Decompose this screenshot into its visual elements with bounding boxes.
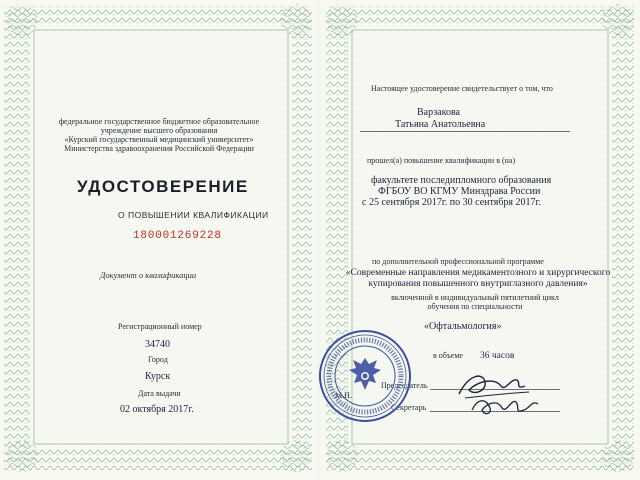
training-period: с 25 сентября 2017г. по 30 сентября 2017г.: [362, 197, 541, 208]
issuer-line-1: федеральное государственное бюджетное образовательное: [58, 117, 260, 126]
mp-label: М.П.: [335, 391, 352, 400]
city-value: Курск: [145, 371, 171, 382]
chair-label: Председатель: [381, 381, 428, 390]
secretary-signature-icon: [468, 392, 548, 422]
reg-number-value: 34740: [145, 339, 170, 350]
issuer-line-4: Министерства здравоохранения Российской Федерации: [64, 144, 254, 153]
eagle-emblem-icon: [349, 358, 381, 390]
passed-text: прошел(а) повышение квалификации в (на): [367, 156, 516, 165]
specialty: «Офтальмология»: [424, 321, 502, 332]
volume-label: в объеме: [433, 351, 463, 360]
name-underline: [360, 131, 570, 132]
intro-text: Настоящее удостоверение свидетельствует о том, что: [371, 84, 553, 93]
document-subtitle: О ПОВЫШЕНИИ КВАЛИФИКАЦИИ: [118, 210, 269, 220]
secretary-label: Секретарь: [391, 403, 427, 412]
organization-line-1: факультете последипломного образования: [371, 175, 552, 186]
reg-number-label: Регистрационный номер: [118, 322, 202, 331]
official-seal: [317, 328, 413, 424]
holder-surname: Варзакова: [417, 107, 460, 118]
document-number: 180001269228: [133, 230, 222, 242]
issue-date-value: 02 октября 2017г.: [120, 404, 194, 415]
left-page: [0, 0, 318, 480]
issue-date-label: Дата выдачи: [138, 389, 181, 398]
program-title-line-1: «Современные направления медикаментозного и хирургического: [345, 268, 611, 278]
holder-name: Татьяна Анатольевна: [395, 119, 486, 130]
issuer-line-3: «Курский государственный медицинский университет»: [64, 135, 254, 144]
issuer-line-2: учреждение высшего образования: [100, 126, 218, 135]
program-intro: по дополнительной профессиональной программе: [372, 257, 544, 266]
program-title-line-2: купирования повышенного внутриглазного давления»: [368, 279, 588, 289]
organization-line-2: ФГБОУ ВО КГМУ Минздрава России: [378, 186, 541, 197]
document-title: УДОСТОВЕРЕНИЕ: [77, 177, 249, 196]
city-label: Город: [148, 355, 168, 364]
document-type: Документ о квалификации: [100, 270, 197, 280]
included-line-2: обучения по специальности: [427, 302, 523, 311]
volume-value: 36 часов: [480, 351, 515, 361]
included-line-1: включенной в индивидуальный пятилетний цикл: [391, 293, 559, 302]
